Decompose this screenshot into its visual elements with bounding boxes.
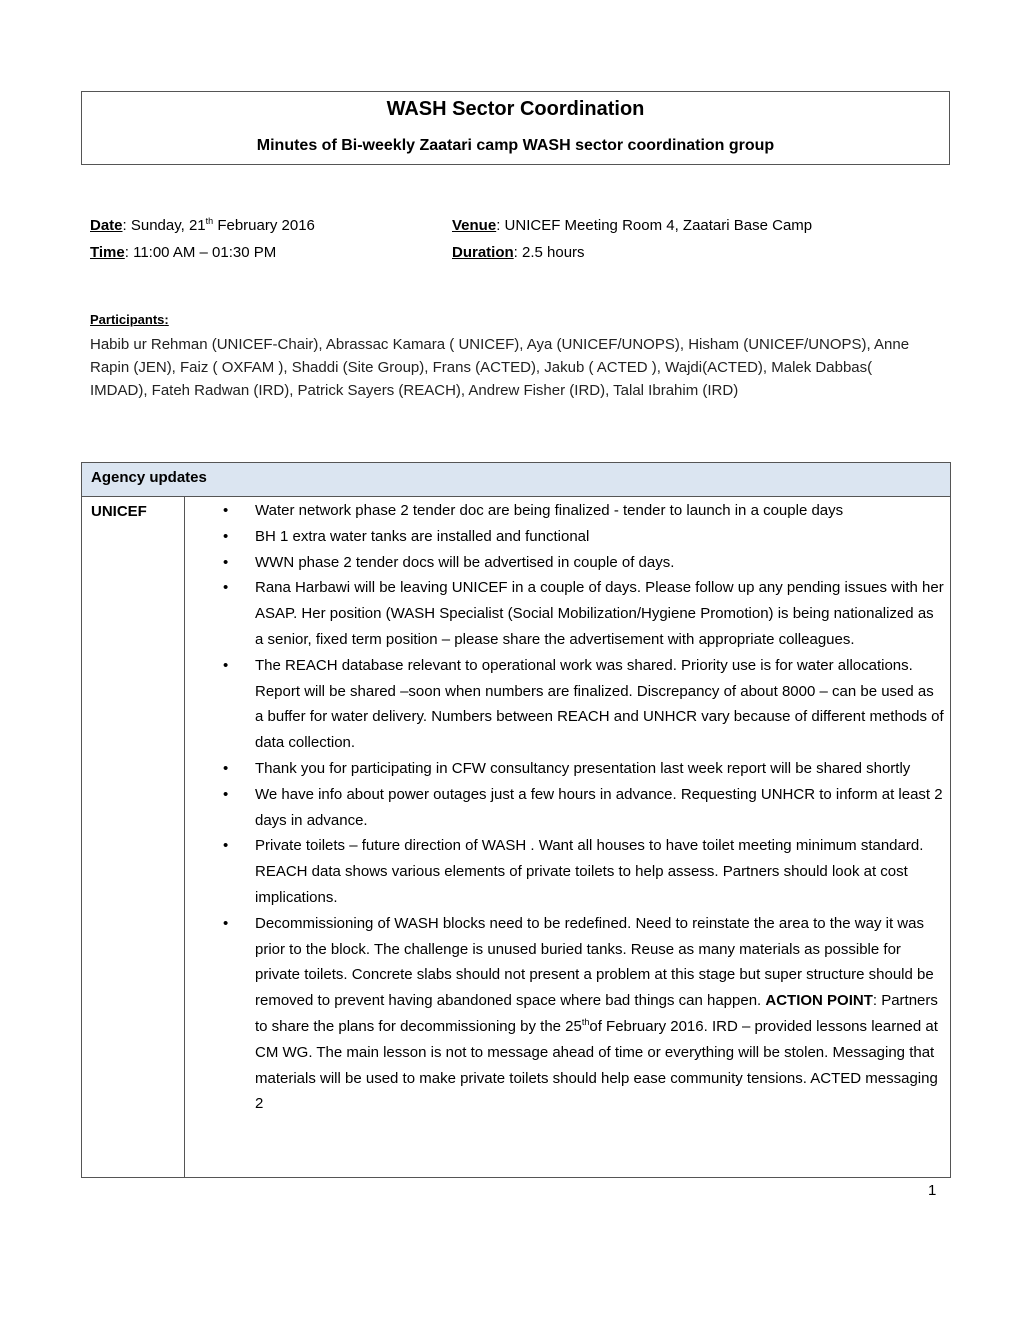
update-item: • We have info about power outages just a few hours in advance. Requesting UNHCR to inform at least 2 days in advance. <box>185 782 950 834</box>
update-item: • BH 1 extra water tanks are installed and functional <box>185 524 950 550</box>
update-item: • Water network phase 2 tender doc are being finalized - tender to launch in a couple days <box>185 498 950 524</box>
page-number: 1 <box>928 1182 937 1199</box>
participants-heading: Participants: <box>90 312 169 327</box>
meeting-time: Time: 11:00 AM – 01:30 PM <box>90 244 277 261</box>
agency-update-list-cell <box>185 497 950 1177</box>
duration-value: 2.5 hours <box>522 244 585 261</box>
update-item-decommissioning: • Decommissioning of WASH blocks need to be redefined. Need to reinstate the area to the way it was prior to the block. The challenge is unused buried tanks. Reuse as many materials as possible for private toilets. Concrete slabs should not present a problem at this stage but super structure should be removed to prevent having abandoned space where bad things can happen. ACTION POINT: Partners to share the plans for decommissioning by the 25thof February 2016. IRD – provided lessons learned at CM WG. The main lesson is not to message ahead of time or everything will be stolen. Messaging that materials will be used to make private toilets should help ease community tensions. ACTED messaging 2 <box>185 911 950 1117</box>
participants-list: Habib ur Rehman (UNICEF-Chair), Abrassac Kamara ( UNICEF), Aya (UNICEF/UNOPS), Hisham (UNICEF/UNOPS), Anne Rapin (JEN), Faiz ( OXFAM ), Shaddi (Site Group), Frans (ACTED), Jakub ( ACTED ), Wajdi(ACTED), Malek Dabbas( IMDAD), Fateh Radwan (IRD), Patrick Sayers (REACH), Andrew Fisher (IRD), Talal Ibrahim (IRD) <box>90 336 910 399</box>
date-value-post: February 2016 <box>213 217 315 234</box>
venue-label: Venue <box>452 217 497 234</box>
agency-updates-header: Agency updates <box>82 463 950 497</box>
meeting-duration: Duration: 2.5 hours <box>452 244 585 261</box>
update-item: • Thank you for participating in CFW consultancy presentation last week report will be shared shortly <box>185 756 950 782</box>
meeting-date: Date: Sunday, 21th February 2016 <box>90 216 315 234</box>
agency-updates-table <box>81 462 951 1178</box>
date-value-pre: Sunday, 21 <box>130 217 206 234</box>
agency-row-unicef <box>82 497 950 1177</box>
update-item: • Rana Harbawi will be leaving UNICEF in a couple of days. Please follow up any pending issues with her ASAP. Her position (WASH Specialist (Social Mobilization/Hygiene Promotion) is being nationalized as a senior, fixed term position – please share the advertisement with appropriate colleagues. <box>185 575 950 652</box>
update-item: • The REACH database relevant to operational work was shared. Priority use is for water allocations. Report will be shared –soon when numbers are finalized. Discrepancy of about 8000 – can be used as a buffer for water delivery. Numbers between REACH and UNHCR vary because of different methods of data collection. <box>185 653 950 756</box>
venue-value: UNICEF Meeting Room 4, Zaatari Base Camp <box>504 217 813 234</box>
document-title: WASH Sector Coordination <box>386 98 645 120</box>
date-label: Date <box>90 217 123 234</box>
duration-label: Duration <box>452 244 514 261</box>
update-list <box>185 498 950 1117</box>
action-point-label: ACTION POINT <box>765 992 873 1010</box>
meeting-venue: Venue: UNICEF Meeting Room 4, Zaatari Base Camp <box>452 217 813 234</box>
update-item: • WWN phase 2 tender docs will be advertised in couple of days. <box>185 550 950 576</box>
time-label: Time <box>90 244 125 261</box>
document-header-box <box>81 91 950 165</box>
time-value: 11:00 AM – 01:30 PM <box>133 244 277 261</box>
update-item: • Private toilets – future direction of WASH . Want all houses to have toilet meeting minimum standard. REACH data shows various elements of private toilets to help assess. Partners should look at cost implications. <box>185 833 950 910</box>
document-subtitle: Minutes of Bi-weekly Zaatari camp WASH sector coordination group <box>256 137 775 154</box>
date-value-sup: th <box>205 216 214 226</box>
agency-name: UNICEF <box>82 497 185 1177</box>
